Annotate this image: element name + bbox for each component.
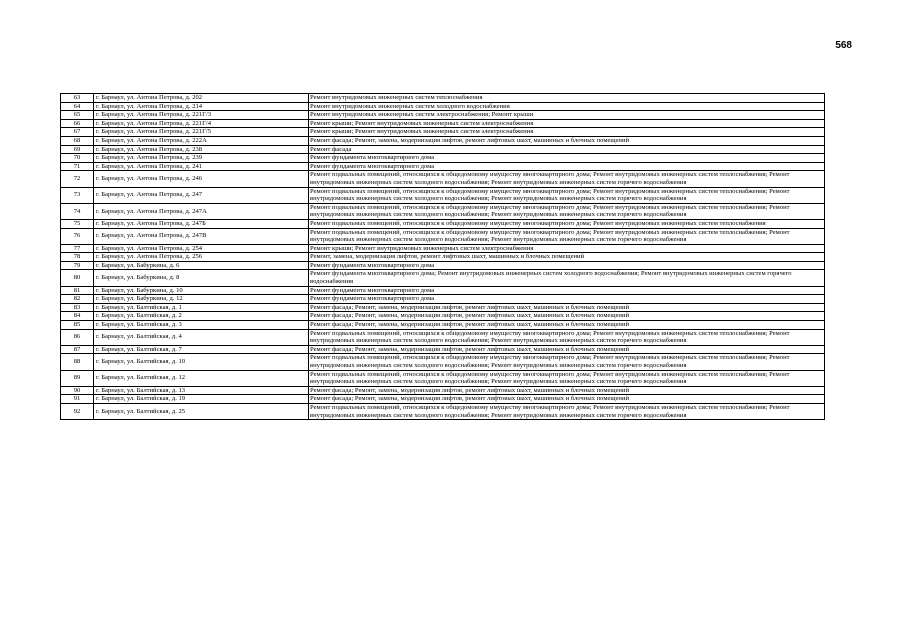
- address-cell: г. Барнаул, ул. Балтийская, д. 4: [94, 329, 309, 345]
- row-number-cell: 75: [61, 219, 94, 228]
- row-number-cell: 78: [61, 253, 94, 262]
- row-number-cell: 84: [61, 312, 94, 321]
- address-cell: г. Барнаул, ул. Антона Петрова, д. 221Г/5: [94, 128, 309, 137]
- address-cell: г. Барнаул, ул. Антона Петрова, д. 247Б: [94, 219, 309, 228]
- address-cell: г. Барнаул, ул. Антона Петрова, д. 221Г/4: [94, 119, 309, 128]
- works-cell: Ремонт фасада; Ремонт, замена, модернизация лифтов, ремонт лифтовых шахт, машинных и блочных помещений: [309, 386, 825, 395]
- works-cell: Ремонт подвальных помещений, относящихся к общедомовому имуществу многоквартирного дома; Ремонт внутридомовых инженерных систем теплоснабжения; Ремонт внутридомовых инженерных систем холодного водоснабжения; Ремонт внутридомовых инженерных систем горячего водоснабжения: [309, 354, 825, 370]
- table-row: [61, 253, 825, 262]
- row-number-cell: 73: [61, 187, 94, 203]
- row-number-cell: 69: [61, 145, 94, 154]
- works-cell: Ремонт, замена, модернизация лифтов, ремонт лифтовых шахт, машинных и блочных помещений: [309, 253, 825, 262]
- address-cell: г. Барнаул, ул. Балтийская, д. 13: [94, 386, 309, 395]
- row-number-cell: 86: [61, 329, 94, 345]
- works-cell: Ремонт подвальных помещений, относящихся к общедомовому имуществу многоквартирного дома; Ремонт внутридомовых инженерных систем теплоснабжения; Ремонт внутридомовых инженерных систем холодного водоснабжения; Ремонт внутридомовых инженерных систем горячего водоснабжения: [309, 329, 825, 345]
- row-number-cell: 67: [61, 128, 94, 137]
- address-cell: г. Барнаул, ул. Антона Петрова, д. 247В: [94, 228, 309, 244]
- works-cell: Ремонт фундамента многоквартирного дома: [309, 261, 825, 270]
- row-number-cell: 74: [61, 203, 94, 219]
- works-table: [60, 93, 825, 420]
- table-row: [61, 187, 825, 203]
- row-number-cell: 77: [61, 244, 94, 253]
- table-row: [61, 111, 825, 120]
- table-row: [61, 329, 825, 345]
- table-row: [61, 203, 825, 219]
- table-row: [61, 370, 825, 386]
- row-number-cell: 89: [61, 370, 94, 386]
- table-row: [61, 321, 825, 330]
- table-row: [61, 345, 825, 354]
- table-row: [61, 244, 825, 253]
- table-row: [61, 102, 825, 111]
- table-row: [61, 354, 825, 370]
- table-body: [61, 94, 825, 420]
- row-number-cell: 82: [61, 295, 94, 304]
- table-row: [61, 270, 825, 286]
- table-row: [61, 403, 825, 419]
- row-number-cell: 80: [61, 270, 94, 286]
- address-cell: г. Барнаул, ул. Бабуркина, д. 10: [94, 286, 309, 295]
- table-row: [61, 171, 825, 187]
- table-row: [61, 162, 825, 171]
- address-cell: г. Барнаул, ул. Антона Петрова, д. 254: [94, 244, 309, 253]
- table-row: [61, 386, 825, 395]
- page-number: 568: [835, 40, 852, 51]
- works-cell: Ремонт подвальных помещений, относящихся к общедомовому имуществу многоквартирного дома; Ремонт внутридомовых инженерных систем теплоснабжения; Ремонт внутридомовых инженерных систем холодного водоснабжения; Ремонт внутридомовых инженерных систем горячего водоснабжения: [309, 370, 825, 386]
- address-cell: г. Барнаул, ул. Антона Петрова, д. 202: [94, 94, 309, 103]
- table-row: [61, 219, 825, 228]
- address-cell: г. Барнаул, ул. Балтийская, д. 1: [94, 303, 309, 312]
- address-cell: г. Барнаул, ул. Антона Петрова, д. 222А: [94, 136, 309, 145]
- address-cell: г. Барнаул, ул. Антона Петрова, д. 247А: [94, 203, 309, 219]
- address-cell: г. Барнаул, ул. Балтийская, д. 19: [94, 395, 309, 404]
- works-cell: Ремонт подвальных помещений, относящихся к общедомовому имуществу многоквартирного дома; Ремонт внутридомовых инженерных систем теплоснабжения; Ремонт внутридомовых инженерных систем холодного водоснабжения; Ремонт внутридомовых инженерных систем горячего водоснабжения: [309, 403, 825, 419]
- address-cell: г. Барнаул, ул. Балтийская, д. 10: [94, 354, 309, 370]
- address-cell: г. Барнаул, ул. Антона Петрова, д. 246: [94, 171, 309, 187]
- row-number-cell: 85: [61, 321, 94, 330]
- works-cell: Ремонт фасада; Ремонт, замена, модернизация лифтов, ремонт лифтовых шахт, машинных и блочных помещений: [309, 345, 825, 354]
- works-cell: Ремонт фасада: [309, 145, 825, 154]
- table-row: [61, 228, 825, 244]
- table-row: [61, 286, 825, 295]
- row-number-cell: 71: [61, 162, 94, 171]
- address-cell: г. Барнаул, ул. Антона Петрова, д. 214: [94, 102, 309, 111]
- works-cell: Ремонт крыши; Ремонт внутридомовых инженерных систем электроснабжения: [309, 244, 825, 253]
- table-row: [61, 154, 825, 163]
- address-cell: г. Барнаул, ул. Балтийская, д. 2: [94, 312, 309, 321]
- address-cell: г. Барнаул, ул. Бабуркина, д. 8: [94, 270, 309, 286]
- address-cell: г. Барнаул, ул. Антона Петрова, д. 247: [94, 187, 309, 203]
- row-number-cell: 91: [61, 395, 94, 404]
- address-cell: г. Барнаул, ул. Антона Петрова, д. 241: [94, 162, 309, 171]
- works-cell: Ремонт фасада; Ремонт, замена, модернизация лифтов, ремонт лифтовых шахт, машинных и блочных помещений: [309, 312, 825, 321]
- works-cell: Ремонт фундамента многоквартирного дома: [309, 295, 825, 304]
- table-row: [61, 128, 825, 137]
- works-cell: Ремонт внутридомовых инженерных систем холодного водоснабжения: [309, 102, 825, 111]
- works-cell: Ремонт фасада; Ремонт, замена, модернизация лифтов, ремонт лифтовых шахт, машинных и блочных помещений: [309, 395, 825, 404]
- address-cell: г. Барнаул, ул. Балтийская, д. 7: [94, 345, 309, 354]
- works-cell: Ремонт фундамента многоквартирного дома: [309, 286, 825, 295]
- table-row: [61, 261, 825, 270]
- works-cell: Ремонт внутридомовых инженерных систем электроснабжения; Ремонт крыши: [309, 111, 825, 120]
- table-row: [61, 395, 825, 404]
- address-cell: г. Барнаул, ул. Бабуркина, д. 12: [94, 295, 309, 304]
- works-cell: Ремонт фасада; Ремонт, замена, модернизация лифтов, ремонт лифтовых шахт, машинных и блочных помещений: [309, 136, 825, 145]
- row-number-cell: 92: [61, 403, 94, 419]
- works-cell: Ремонт фасада; Ремонт, замена, модернизация лифтов, ремонт лифтовых шахт, машинных и блочных помещений: [309, 303, 825, 312]
- works-cell: Ремонт подвальных помещений, относящихся к общедомовому имуществу многоквартирного дома; Ремонт внутридомовых инженерных систем теплоснабжения; Ремонт внутридомовых инженерных систем холодного водоснабжения; Ремонт внутридомовых инженерных систем горячего водоснабжения: [309, 203, 825, 219]
- works-cell: Ремонт крыши; Ремонт внутридомовых инженерных систем электроснабжения: [309, 119, 825, 128]
- row-number-cell: 66: [61, 119, 94, 128]
- row-number-cell: 83: [61, 303, 94, 312]
- row-number-cell: 63: [61, 94, 94, 103]
- works-cell: Ремонт крыши; Ремонт внутридомовых инженерных систем электроснабжения: [309, 128, 825, 137]
- address-cell: г. Барнаул, ул. Бабуркина, д. 6: [94, 261, 309, 270]
- table-row: [61, 303, 825, 312]
- row-number-cell: 81: [61, 286, 94, 295]
- address-cell: г. Барнаул, ул. Антона Петрова, д. 239: [94, 154, 309, 163]
- address-cell: г. Барнаул, ул. Антона Петрова, д. 238: [94, 145, 309, 154]
- row-number-cell: 70: [61, 154, 94, 163]
- address-cell: г. Барнаул, ул. Балтийская, д. 3: [94, 321, 309, 330]
- row-number-cell: 68: [61, 136, 94, 145]
- table-row: [61, 94, 825, 103]
- works-cell: Ремонт подвальных помещений, относящихся к общедомовому имуществу многоквартирного дома; Ремонт внутридомовых инженерных систем теплоснабжения: [309, 219, 825, 228]
- works-cell: Ремонт подвальных помещений, относящихся к общедомовому имуществу многоквартирного дома; Ремонт внутридомовых инженерных систем теплоснабжения; Ремонт внутридомовых инженерных систем холодного водоснабжения; Ремонт внутридомовых инженерных систем горячего водоснабжения: [309, 228, 825, 244]
- works-cell: Ремонт подвальных помещений, относящихся к общедомовому имуществу многоквартирного дома; Ремонт внутридомовых инженерных систем теплоснабжения; Ремонт внутридомовых инженерных систем холодного водоснабжения; Ремонт внутридомовых инженерных систем горячего водоснабжения: [309, 171, 825, 187]
- works-cell: Ремонт фундамента многоквартирного дома: [309, 154, 825, 163]
- row-number-cell: 64: [61, 102, 94, 111]
- works-cell: Ремонт внутридомовых инженерных систем теплоснабжения: [309, 94, 825, 103]
- works-cell: Ремонт подвальных помещений, относящихся к общедомовому имуществу многоквартирного дома; Ремонт внутридомовых инженерных систем теплоснабжения; Ремонт внутридомовых инженерных систем холодного водоснабжения; Ремонт внутридомовых инженерных систем горячего водоснабжения: [309, 187, 825, 203]
- address-cell: г. Барнаул, ул. Антона Петрова, д. 221Г/3: [94, 111, 309, 120]
- row-number-cell: 79: [61, 261, 94, 270]
- row-number-cell: 65: [61, 111, 94, 120]
- works-cell: Ремонт фундамента многоквартирного дома; Ремонт внутридомовых инженерных систем холодного водоснабжения; Ремонт внутридомовых инженерных систем горячего водоснабжения: [309, 270, 825, 286]
- table-row: [61, 145, 825, 154]
- address-cell: г. Барнаул, ул. Антона Петрова, д. 256: [94, 253, 309, 262]
- table-row: [61, 295, 825, 304]
- address-cell: г. Барнаул, ул. Балтийская, д. 25: [94, 403, 309, 419]
- table-row: [61, 119, 825, 128]
- works-cell: Ремонт фасада; Ремонт, замена, модернизация лифтов, ремонт лифтовых шахт, машинных и блочных помещений: [309, 321, 825, 330]
- table-row: [61, 136, 825, 145]
- row-number-cell: 76: [61, 228, 94, 244]
- address-cell: г. Барнаул, ул. Балтийская, д. 12: [94, 370, 309, 386]
- row-number-cell: 72: [61, 171, 94, 187]
- row-number-cell: 90: [61, 386, 94, 395]
- table-row: [61, 312, 825, 321]
- row-number-cell: 88: [61, 354, 94, 370]
- row-number-cell: 87: [61, 345, 94, 354]
- works-cell: Ремонт фундамента многоквартирного дома: [309, 162, 825, 171]
